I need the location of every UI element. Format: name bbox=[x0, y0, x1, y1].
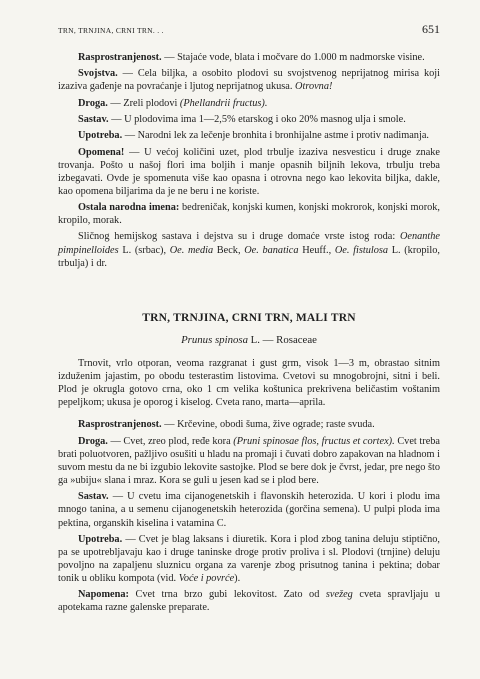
paragraph-rasprostranjenost: Rasprostranjenost. — Stajaće vode, blata i močvare do 1.000 m nadmorske visine. bbox=[78, 52, 425, 63]
paragraph-svojstva: Svojstva. — Cela biljka, a osobito plodovi su svojstvenog neprijatnog mirisa koji izaziva gađenje na povraćanje i ljutog neprijatnog ukusa. Otrovna! bbox=[58, 68, 440, 93]
section-trn bbox=[58, 312, 440, 615]
paragraph-upotreba: Upotreba. — Narodni lek za lečenje bronhita i bronhijalne astme i protiv nadimanja. bbox=[78, 130, 429, 142]
paragraph-sastav: Sastav. — U plodovima ima 1—2,5% etarskog i oko 20% masnog ulja i smole. bbox=[78, 113, 406, 125]
entry-subtitle: Prunus spinosa L. — Rosaceae bbox=[181, 333, 317, 346]
section-trbulja-continued bbox=[58, 51, 440, 270]
paragraph-rasprostranjenost-2: Rasprostranjenost. — Krčevine, obodi šuma, žive ograde; raste svuda. bbox=[78, 419, 375, 431]
paragraph-description: Trnovit, vrlo otporan, veoma razgranat i gust grm, visok 1—3 m, obrastao sitnim izduženim jajastim, po obodu testerastim listovima. Cvetovi su mnogobrojni, sitni i beli. Plod je okrugla gotovo crna, oko 1 cm velika koštunica prekrivena beličastim voštanim pepeljkom; ukusa je oporog i kiselog. Cveta rano, marta—aprila. bbox=[58, 357, 440, 409]
page-header bbox=[58, 22, 440, 37]
running-title: TRN, TRNJINA, CRNI TRN. . . bbox=[58, 26, 164, 35]
paragraph-droga: Droga. — Zreli plodovi (Phellandrii fructus). bbox=[78, 97, 268, 109]
paragraph-droga-2: Droga. — Cvet, zreo plod, ređe kora (Pruni spinosae flos, fructus et cortex). Cvet treba brati poluotvoren, pažljivo osušiti u hladu na promaji i čuvati dobro zapakovan na hladnom i suvom mestu da ne bi izgubio lekovite sastojke. Plod se bere dok je čvrst, jedar, pre nego što ga »ubiju« slana i mraz. Kora se guli u jesen kad se i plod bere. bbox=[58, 435, 440, 487]
paragraph-slicne-vrste: Sličnog hemijskog sastava i dejstva su i druge domaće vrste istog roda: Oenanthe pimpinelloides L. (srbac), Oe. media Beck, Oe. banatica Heuff., Oe. fistulosa L. (kropilo, trbulja) i dr. bbox=[58, 231, 440, 269]
paragraph-sastav-2: Sastav. — U cvetu ima cijanogenetskih i flavonskih heterozida. U kori i plodu ima mnogo tanina, a u semenu cijanogenetskih heterozida (gorčina semena). U pulpi ploda ima pektina, organskih kiselina i vatamina C. bbox=[58, 491, 440, 529]
page-number: 651 bbox=[422, 22, 440, 36]
paragraph-opomena: Opomena! — U većoj količini uzet, plod trbulje izaziva nesvesticu i druge znake trovanja. Pošto u našoj flori ima boljih i manje opasnih biljnih lekova, trbulju treba izbegavati. Ovde je spomenuta više kao opasna i otrovna nego kao lekovita biljka, dakle, kao opomena biljarima da je ne beru i ne koriste. bbox=[58, 146, 440, 197]
paragraph-ostala-imena: Ostala narodna imena: bedreničak, konjski kumen, konjski mokrorok, konjski morok, kropilo, morak. bbox=[58, 202, 441, 227]
paragraph-napomena: Napomena: Cvet trna brzo gubi lekovitost. Zato od svežeg cveta spravljaju u apotekama razne galenske preparate. bbox=[58, 589, 440, 614]
entry-title: TRN, TRNJINA, CRNI TRN, MALI TRN bbox=[142, 311, 356, 324]
paragraph-upotreba-2: Upotreba. — Cvet je blag laksans i diuretik. Kora i plod zbog tanina deluju stiptično, pa se upotrebljavaju kao i druge taninske droge protiv proliva i sl. Plodovi (trnjine) deluju povoljno na zapaljenu sluznicu organa za varenje zbog prisutnog tanina i pektina; dobar tonik u obliku kompota (vid. Voće i povrće). bbox=[58, 533, 440, 585]
